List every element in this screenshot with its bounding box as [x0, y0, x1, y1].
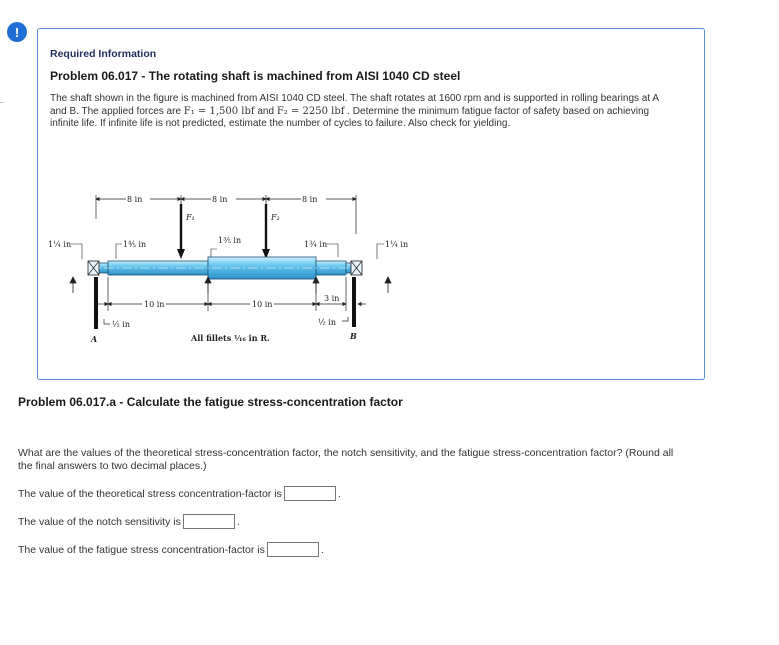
left-margin-tick [0, 102, 3, 103]
dia-mid: 1⅗ in [218, 236, 242, 245]
dim-10a: 10 in [144, 300, 165, 309]
force-f1: F₁ = 1,500 lbf [183, 105, 255, 117]
q3-period: . [320, 543, 324, 556]
dim-3: 3 in [324, 294, 340, 303]
exclamation-icon [7, 22, 27, 42]
dia-step1: 1⅘ in [123, 240, 147, 249]
shaft-figure [46, 169, 416, 354]
dim-8a: 8 in [127, 195, 143, 204]
answer-row-fatigue-factor [18, 542, 324, 557]
half-in-right: ½ in [318, 318, 337, 327]
q2-label: The value of the notch sensitivity is [18, 515, 181, 528]
bearing-width-bars [94, 277, 356, 329]
answer-row-notch-sensitivity [18, 514, 240, 529]
notch-sensitivity-input[interactable] [183, 514, 235, 529]
q1-period: . [337, 487, 341, 500]
problem-description [50, 93, 670, 131]
part-a-question: What are the values of the theoretical stress-concentration factor, the notch sensitivity, and the fatigue stress-concentration factor? (Round all the final answers to two decimal places.) [18, 447, 674, 472]
q3-label: The value of the fatigue stress concentration-factor is [18, 543, 265, 556]
body-text-1: The shaft shown in the figure is machined from AISI 1040 CD steel. The shaft rotates at 1600 rpm and is supported in rolling bearings at A and B. The applied forces are [50, 93, 659, 117]
force-label-f1: F₁ [186, 213, 195, 222]
body-text-2: . Determine the minimum fatigue factor of safety based on achieving infinite life. If infinite life is not predicted, estimate the number of cycles to failure. Also check for yielding. [50, 105, 650, 130]
dim-8c: 8 in [302, 195, 318, 204]
support-label-a: A [91, 334, 98, 344]
theoretical-stress-concentration-input[interactable] [284, 486, 336, 501]
dim-8b: 8 in [212, 195, 228, 204]
answer-row-stress-concentration [18, 486, 341, 501]
and-word: and [254, 105, 277, 117]
fillets-note: All fillets ¹⁄₁₆ in R. [191, 333, 270, 343]
required-information-card [37, 28, 705, 380]
problem-title: Problem 06.017 - The rotating shaft is machined from AISI 1040 CD steel [50, 69, 461, 83]
q1-label: The value of the theoretical stress concentration-factor is [18, 487, 282, 500]
force-label-f2: F₂ [271, 213, 280, 222]
fatigue-stress-concentration-input[interactable] [267, 542, 319, 557]
alert-glyph: ! [14, 24, 20, 40]
part-a-title: Problem 06.017.a - Calculate the fatigue stress-concentration factor [18, 395, 403, 409]
support-label-b: B [350, 331, 357, 341]
bearing-a [88, 261, 99, 275]
bearing-b [351, 261, 362, 275]
dia-step2: 1¾ in [304, 240, 328, 249]
half-in-left: ½ in [112, 320, 131, 329]
dia-left-end: 1¼ in [48, 240, 72, 249]
force-f2: F₂ = 2250 lbf [276, 105, 345, 117]
q2-period: . [236, 515, 240, 528]
dim-10b: 10 in [252, 300, 273, 309]
required-information-label: Required Information [50, 48, 157, 60]
dia-right-end: 1¼ in [385, 240, 409, 249]
